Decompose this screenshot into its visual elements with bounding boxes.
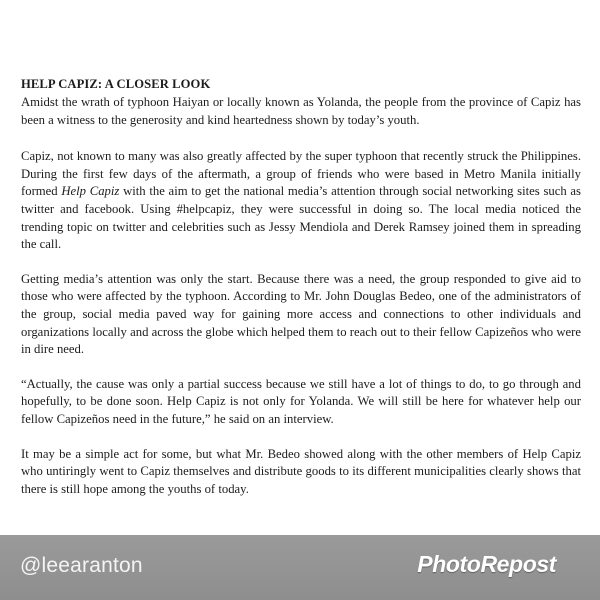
paragraph-2-text-before: Capiz, not known to many was also greatly affected by the super typhoon that recently struck the Philippines. During the first few days of the aftermath, a group of friends who were based in Metro Manila initially formed <box>21 149 581 199</box>
repost-footer-bar <box>0 535 600 600</box>
paragraph-3: Getting media’s attention was only the start. Because there was a need, the group responded to give aid to those who were affected by the typhoon. According to Mr. John Douglas Bedeo, one of the administrators of the group, social media paved way for gaining more access and connections to other individuals and organizations locally and across the globe which helped them to reach out to their fellow Capizeños who were in dire need. <box>21 271 581 357</box>
paragraph-2 <box>21 148 581 254</box>
article-title: HELP CAPIZ: A CLOSER LOOK <box>21 77 211 91</box>
article <box>21 76 581 515</box>
paragraph-1: Amidst the wrath of typhoon Haiyan or locally known as Yolanda, the people from the province of Capiz has been a witness to the generosity and kind heartedness shown by today’s youth. <box>21 95 581 127</box>
paragraph-2-text-after: with the aim to get the national media’s attention through social networking sites such as twitter and facebook. Using #helpcapiz, they were successful in doing so. The local media noticed the trending topic on twitter and celebrities such as Jessy Mendiola and Derek Ramsey joined them in spreading the call. <box>21 184 581 252</box>
paragraph-4: “Actually, the cause was only a partial success because we still have a lot of things to do, to go through and hopefully, to be done soon. Help Capiz is not only for Yolanda. We will still be here for whatever help our fellow Capizeños need in the future,” he said on an interview. <box>21 376 581 426</box>
help-capiz-emphasis: Help Capiz <box>61 184 120 199</box>
photorepost-logo: PhotoRepost <box>417 551 556 577</box>
username-handle[interactable]: @leearanton <box>20 554 143 577</box>
paragraph-5: It may be a simple act for some, but what Mr. Bedeo showed along with the other members of Help Capiz who untiringly went to Capiz themselves and distribute goods to its different municipalities clearly shows that there is still hope among the youths of today. <box>21 446 581 496</box>
